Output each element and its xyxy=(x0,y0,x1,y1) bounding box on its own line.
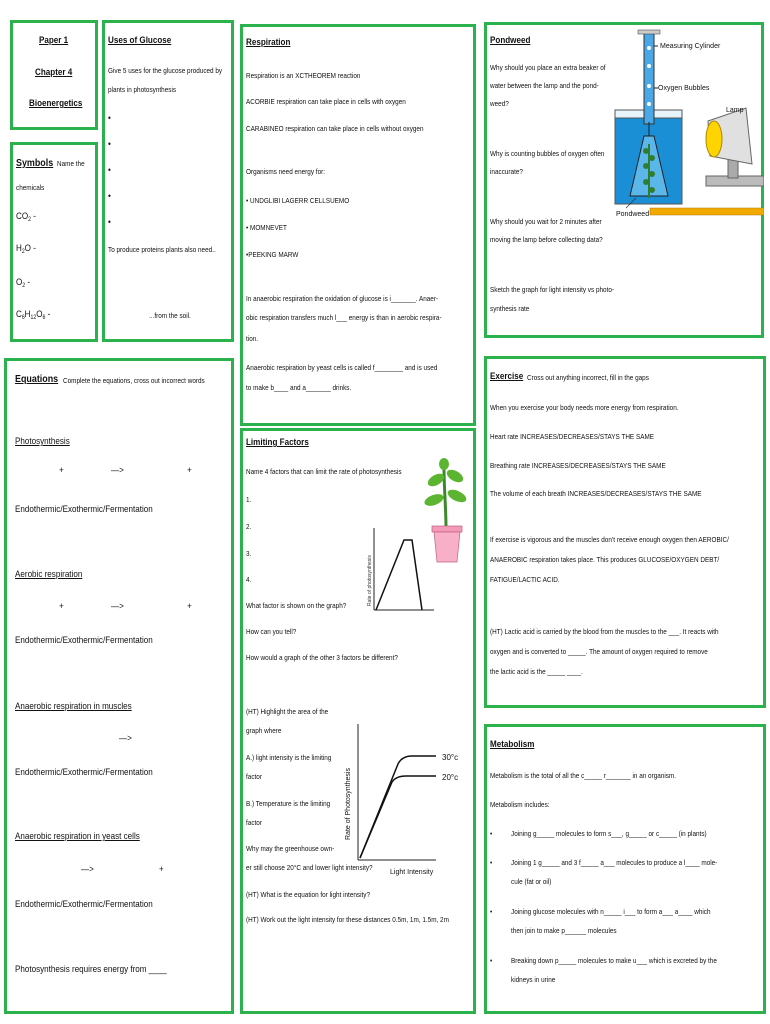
metabolism-line: Metabolism is the total of all the c_____ r_______ in an organism. xyxy=(490,771,677,780)
metabolism-bullet: Joining glucose molecules with n_____ i___ to form a___ a____ which xyxy=(511,907,711,916)
exercise-title: Exercise xyxy=(490,371,524,382)
metabolism-bullet-mark: • xyxy=(490,956,493,965)
pondweed-question: weed? xyxy=(490,99,509,108)
equation-muscles: Anaerobic respiration in muscles xyxy=(15,701,132,712)
eq-options: Endothermic/Exothermic/Fermentation xyxy=(15,635,153,646)
graph2-ylabel: Rate of Photosynthesis xyxy=(345,768,352,840)
metabolism-box xyxy=(484,724,766,1014)
metabolism-bullet: Joining g_____ molecules to form s___, g_____ or c_____ (in plants) xyxy=(511,829,707,838)
limiting-ht: factor xyxy=(246,818,262,827)
glucose-bullet: • xyxy=(108,139,111,150)
limiting-question: How would a graph of the other 3 factors be different? xyxy=(246,653,398,662)
limiting-number: 4. xyxy=(246,575,252,584)
eq-plus: + xyxy=(59,465,64,476)
equation-yeast: Anaerobic respiration in yeast cells xyxy=(15,831,140,842)
respiration-line: obic respiration transfers much l___ energy is than in aerobic respira- xyxy=(246,313,442,322)
limiting-ht: graph where xyxy=(246,726,282,735)
limiting-question: How can you tell? xyxy=(246,627,297,636)
symbol-glucose: $C_6H_{12}O_6$ - xyxy=(16,309,51,321)
paper-label: Paper 1 xyxy=(39,35,69,46)
eq-options: Endothermic/Exothermic/Fermentation xyxy=(15,504,153,515)
limiting-ht: B.) Temperature is the limiting xyxy=(246,799,331,808)
graph2-curve-20c xyxy=(360,776,436,858)
eq-arrow: —> xyxy=(81,864,94,875)
limiting-greenhouse: Why may the greenhouse own- xyxy=(246,844,335,853)
equation-photosynthesis: Photosynthesis xyxy=(15,436,70,447)
graph2-label-20c: 20°c xyxy=(442,773,459,782)
chapter-label: Chapter 4 xyxy=(35,67,73,78)
eq-arrow: —> xyxy=(111,601,124,612)
symbols-title: Symbols xyxy=(16,157,54,169)
respiration-line: CARABINEO respiration can take place in cells without oxygen xyxy=(246,124,424,133)
limiting-number: 1. xyxy=(246,495,252,504)
eq-options: Endothermic/Exothermic/Fermentation xyxy=(15,767,153,778)
glucose-intro-1: Give 5 uses for the glucose produced by xyxy=(108,66,223,75)
metabolism-bullet: then join to make p______ molecules xyxy=(511,926,617,935)
metabolism-bullet-mark: • xyxy=(490,829,493,838)
limiting-ht: (HT) Highlight the area of the xyxy=(246,707,329,716)
exercise-subtitle: Cross out anything incorrect, fill in the gaps xyxy=(527,373,649,382)
limiting-ht: (HT) Work out the light intensity for these distances 0.5m, 1m, 1.5m, 2m xyxy=(246,915,449,924)
respiration-bullet: • UNDGLIBI LAGERR CELLSUEMO xyxy=(246,196,350,205)
respiration-line: tion. xyxy=(246,334,259,343)
limiting-greenhouse: er still choose 20°C and lower light intensity? xyxy=(246,863,373,872)
respiration-line: Anaerobic respiration by yeast cells is called f________ and is used xyxy=(246,363,438,372)
light-limiting-graph xyxy=(364,524,434,612)
metabolism-bullet-mark: • xyxy=(490,858,493,867)
equations-box xyxy=(4,358,234,1014)
diagram-label-cylinder: Measuring Cylinder xyxy=(660,43,721,50)
glucose-box xyxy=(102,20,234,342)
metabolism-title: Metabolism xyxy=(490,739,535,750)
header-box xyxy=(10,20,98,130)
exercise-line: (HT) Lactic acid is carried by the blood from the muscles to the ___. It reacts with xyxy=(490,627,719,636)
eq-plus: + xyxy=(187,601,192,612)
limiting-number: 3. xyxy=(246,549,252,558)
metabolism-bullet: cule (fat or oil) xyxy=(511,877,552,886)
eq-plus: + xyxy=(59,601,64,612)
exercise-line: Breathing rate INCREASES/DECREASES/STAYS THE SAME xyxy=(490,461,666,470)
pondweed-question: Why should you wait for 2 minutes after xyxy=(490,217,602,226)
diagram-label-bubbles: Oxygen Bubbles xyxy=(658,85,710,92)
pondweed-apparatus-diagram xyxy=(612,26,764,222)
ruler xyxy=(650,208,764,215)
topic-label: Bioenergetics xyxy=(29,98,83,109)
respiration-box xyxy=(240,24,476,426)
glucose-soil: ...from the soil. xyxy=(149,311,191,320)
pondweed-question: moving the lamp before collecting data? xyxy=(490,235,603,244)
pondweed-question: Why is counting bubbles of oxygen often xyxy=(490,149,605,158)
equation-aerobic: Aerobic respiration xyxy=(15,569,83,580)
glucose-bullet: • xyxy=(108,191,111,202)
equations-energy: Photosynthesis requires energy from ____ xyxy=(15,964,167,975)
symbol-co2: $CO_2$ - xyxy=(16,211,36,223)
pondweed-question: Sketch the graph for light intensity vs photo- xyxy=(490,285,615,294)
exercise-line: When you exercise your body needs more energy from respiration. xyxy=(490,403,679,412)
pondweed-question: Why should you place an extra beaker of xyxy=(490,63,606,72)
exercise-line: ANAEROBIC respiration takes place. This produces GLUCOSE/OXYGEN DEBT/ xyxy=(490,555,720,564)
respiration-line: ACORBIE respiration can take place in cells with oxygen xyxy=(246,97,406,106)
symbols-box xyxy=(10,142,98,342)
limiting-ht: (HT) What is the equation for light intensity? xyxy=(246,890,371,899)
pondweed-question: synthesis rate xyxy=(490,304,530,313)
pondweed-title: Pondweed xyxy=(490,35,531,46)
symbols-subtitle: Name the xyxy=(57,159,85,168)
glucose-title: Uses of Glucose xyxy=(108,35,172,46)
respiration-line: Organisms need energy for: xyxy=(246,167,326,176)
exercise-line: If exercise is vigorous and the muscles don’t receive enough oxygen then AEROBIC/ xyxy=(490,535,729,544)
respiration-title: Respiration xyxy=(246,37,291,48)
symbol-h2o: $H_2O$ - xyxy=(16,243,36,255)
diagram-label-pondweed: Pondweed xyxy=(616,211,650,218)
graph2-xlabel: Light Intensity xyxy=(390,869,434,876)
eq-plus: + xyxy=(187,465,192,476)
limiting-ht: A.) light intensity is the limiting xyxy=(246,753,332,762)
limiting-question: Name 4 factors that can limit the rate of photosynthesis xyxy=(246,467,402,476)
glucose-bullet: • xyxy=(108,217,111,228)
limiting-title: Limiting Factors xyxy=(246,437,309,448)
diagram-label-lamp: Lamp xyxy=(726,107,744,114)
exercise-line: The volume of each breath INCREASES/DECREASES/STAYS THE SAME xyxy=(490,489,702,498)
limiting-ht: factor xyxy=(246,772,262,781)
eq-plus: + xyxy=(159,864,164,875)
respiration-bullet: •PEEKING MARW xyxy=(246,250,299,259)
eq-arrow: —> xyxy=(119,733,132,744)
exercise-line: FATIGUE/LACTIC ACID. xyxy=(490,575,560,584)
glucose-proteins: To produce proteins plants also need.. xyxy=(108,245,216,254)
lamp xyxy=(706,108,764,186)
metabolism-bullet: kidneys in urine xyxy=(511,975,556,984)
exercise-box xyxy=(484,356,766,708)
equations-subtitle: Complete the equations, cross out incorrect words xyxy=(63,376,205,385)
eq-options: Endothermic/Exothermic/Fermentation xyxy=(15,899,153,910)
temperature-graph xyxy=(340,720,466,884)
symbol-o2: $O_2$ - xyxy=(16,277,31,289)
limiting-question: What factor is shown on the graph? xyxy=(246,601,347,610)
graph2-curve-30c xyxy=(360,756,436,858)
graph1-curve xyxy=(376,540,422,610)
pondweed-question: inaccurate? xyxy=(490,167,523,176)
metabolism-line: Metabolism includes: xyxy=(490,800,550,809)
exercise-line: Heart rate INCREASES/DECREASES/STAYS THE SAME xyxy=(490,432,655,441)
pondweed-question: water between the lamp and the pond- xyxy=(490,81,599,90)
glucose-bullet: • xyxy=(108,113,111,124)
eq-arrow: —> xyxy=(111,465,124,476)
respiration-line: In anaerobic respiration the oxidation of glucose is i_______. Anaer- xyxy=(246,294,439,303)
measuring-cylinder xyxy=(644,32,654,124)
glucose-intro-2: plants in photosynthesis xyxy=(108,85,177,94)
equations-title: Equations xyxy=(15,373,59,385)
metabolism-bullet-mark: • xyxy=(490,907,493,916)
respiration-line: to make b____ and a_______ drinks. xyxy=(246,383,352,392)
graph2-label-30c: 30°c xyxy=(442,753,459,762)
exercise-line: the lactic acid is the _____ ____. xyxy=(490,667,583,676)
limiting-number: 2. xyxy=(246,522,252,531)
symbols-subtitle2: chemicals xyxy=(16,183,45,192)
metabolism-bullet: Breaking down p_____ molecules to make u___ which is excreted by the xyxy=(511,956,717,965)
metabolism-bullet: Joining 1 g_____ and 3 f_____ a___ molecules to produce a l____ mole- xyxy=(511,858,718,867)
respiration-bullet: • MOMNEVET xyxy=(246,223,287,232)
graph1-ylabel: Rate of photosynthesis xyxy=(367,555,373,606)
glucose-bullet: • xyxy=(108,165,111,176)
respiration-line: Respiration is an XCTHEOREM reaction xyxy=(246,71,361,80)
exercise-line: oxygen and is converted to _____. The amount of oxygen required to remove xyxy=(490,647,708,656)
